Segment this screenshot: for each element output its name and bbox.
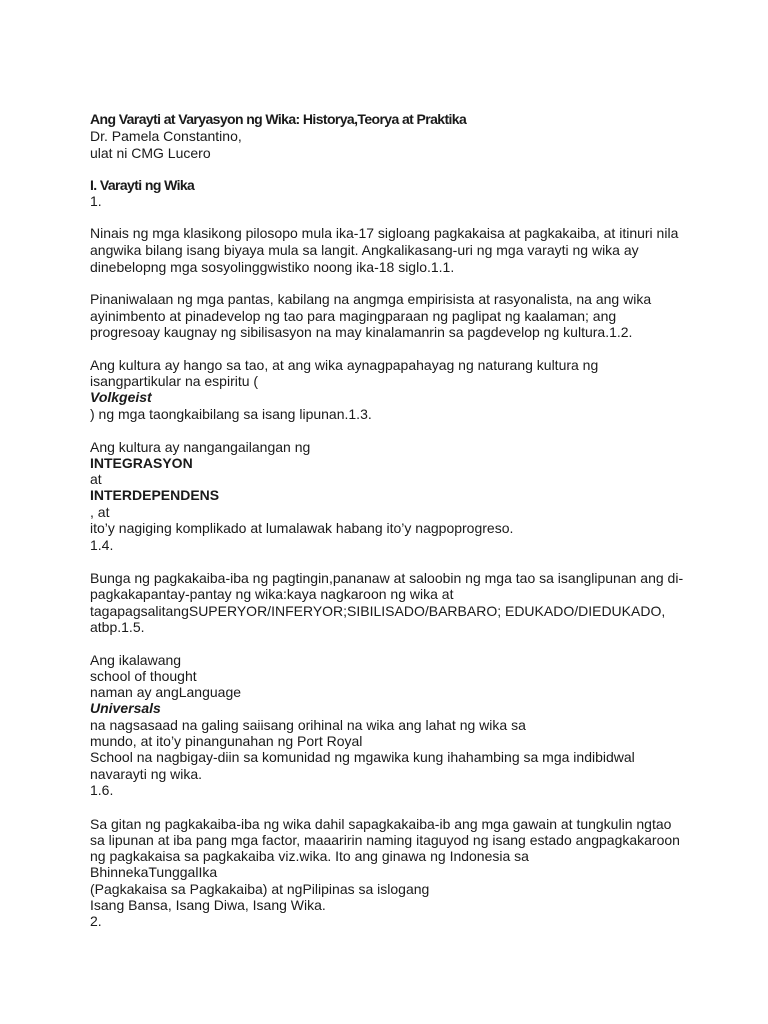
paragraph-line: school of thought [90, 668, 197, 684]
paragraph-line: Ang kultura ay hango sa tao, at ang wika aynagpapahayag ng naturang kultura ng [90, 357, 599, 373]
paragraph-line: sa lipunan at iba pang mga factor, maaaririn naming itaguyod ng isang estado angpagkakaroon [90, 832, 680, 848]
paragraph-line: ito’y nagiging komplikado at lumalawak habang ito’y nagpoprogreso. [90, 520, 514, 536]
paragraph-line: ng pagkakaisa sa pagkakaiba viz.wika. Ito ang ginawa ng Indonesia sa [90, 848, 529, 864]
paragraph-line: naman ay angLanguage [90, 684, 242, 700]
paragraph-number: 1.4. [90, 537, 114, 553]
paragraph-line: (Pagkakaisa sa Pagkakaiba) at ngPilipinas sa islogang [90, 881, 430, 897]
emphasis-term: INTERDEPENDENS [90, 487, 220, 503]
document-title: Ang Varayti at Varyasyon ng Wika: Historya,Teorya at Praktika [90, 111, 467, 127]
emphasis-term: Volkgeist [90, 389, 152, 405]
paragraph-line: School na nagbigay-diin sa komunidad ng mgawika kung ihahambing sa mga indibidwal [90, 749, 635, 765]
paragraph-number: 1. [90, 193, 102, 209]
emphasis-term: Universals [90, 700, 161, 716]
paragraph-line: ) ng mga taongkaibilang sa isang lipunan.1.3. [90, 406, 372, 422]
paragraph-line: isangpartikular na espiritu ( [90, 373, 259, 389]
paragraph-line: Sa gitan ng pagkakaiba-iba ng wika dahil sapagkakaiba-ib ang mga gawain at tungkulin ngtao [90, 816, 672, 832]
paragraph-line: dinebelopng mga sosyolinggwistiko noong ika-18 siglo.1.1. [90, 259, 455, 275]
paragraph-line: pagkakapantay-pantay ng wika:kaya nagkaroon ng wika at [90, 586, 454, 602]
paragraph-line: navarayti ng wika. [90, 766, 203, 782]
paragraph-line: ayinimbento at pinadevelop ng tao para magingparaan ng paglipat ng kaalaman; ang [90, 308, 617, 324]
paragraph-line: Ang kultura ay nangangailangan ng [90, 439, 311, 455]
paragraph-line: mundo, at ito’y pinangunahan ng Port Royal [90, 733, 363, 749]
emphasis-term: INTEGRASYON [90, 455, 193, 471]
paragraph-line: atbp.1.5. [90, 619, 145, 635]
paragraph-line: Isang Bansa, Isang Diwa, Isang Wika. [90, 897, 326, 913]
paragraph-line: na nagsasaad na galing saiisang orihinal na wika ang lahat ng wika sa [90, 717, 526, 733]
paragraph-line: Ang ikalawang [90, 652, 182, 668]
paragraph-number: 2. [90, 913, 102, 929]
paragraph-line: BhinnekaTunggalIka [90, 864, 218, 880]
author-line: Dr. Pamela Constantino, [90, 128, 242, 144]
paragraph-line: tagapagsalitangSUPERYOR/INFERYOR;SIBILISADO/BARBARO; EDUKADO/DIEDUKADO, [90, 603, 666, 619]
paragraph-line: at [90, 471, 102, 487]
paragraph-line: Bunga ng pagkakaiba-iba ng pagtingin,pananaw at saloobin ng mga tao sa isanglipunan ang di- [90, 570, 684, 586]
paragraph-number: 1.6. [90, 782, 114, 798]
paragraph-line: angwika bilang isang biyaya mula sa langit. Angkalikasang-uri ng mga varayti ng wika ay [90, 242, 639, 258]
section-heading: I. Varayti ng Wika [90, 177, 195, 193]
paragraph-line: Pinaniwalaan ng mga pantas, kabilang na angmga empirisista at rasyonalista, na ang wika [90, 291, 652, 307]
paragraph-line: Ninais ng mga klasikong pilosopo mula ika-17 sigloang pagkakaisa at pagkakaiba, at itinuri nila [90, 225, 679, 241]
paragraph-line: , at [90, 504, 110, 520]
reporter-line: ulat ni CMG Lucero [90, 145, 211, 161]
paragraph-line: progresoay kaugnay ng sibilisasyon na may kinalamanrin sa pagdevelop ng kultura.1.2. [90, 324, 633, 340]
